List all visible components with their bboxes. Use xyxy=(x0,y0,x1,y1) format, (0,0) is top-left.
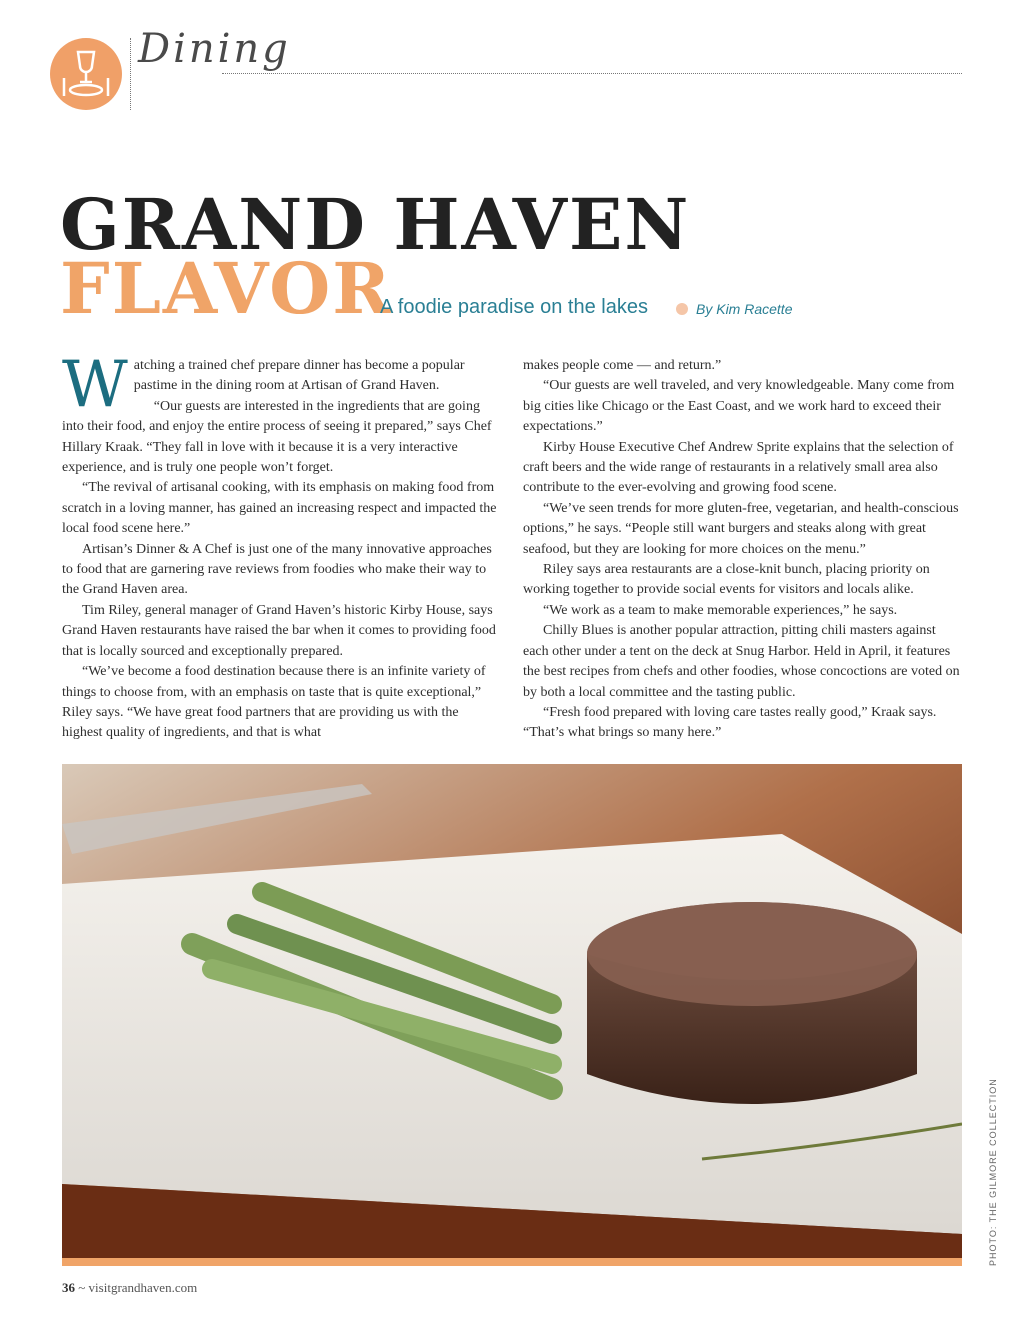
paragraph: Chilly Blues is another popular attraction, pitting chili masters against each other under a tent on the deck at Snug Harbor. Held in April, it features the best recipes from chefs and other foodies, whose concoctions are voted on by both a local committee and the tasting public. xyxy=(523,623,960,700)
wine-glass-plate-icon xyxy=(50,38,122,110)
paragraph: “The revival of artisanal cooking, with its emphasis on making food from scratch in a loving manner, has gained an increasing respect and impacted the local food scene here.” xyxy=(62,480,497,537)
paragraph: “We’ve seen trends for more gluten-free, vegetarian, and health-conscious options,” he says. “People still want burgers and steaks along with great seafood, but they are looking for more choices on the menu.” xyxy=(523,500,959,557)
footer-site: visitgrandhaven.com xyxy=(88,1280,198,1295)
photo-accent-bar xyxy=(62,1258,962,1266)
headline-line1: GRAND HAVEN xyxy=(60,183,691,266)
steak-asparagus-photo xyxy=(62,764,962,1258)
page-number: 36 xyxy=(62,1280,75,1295)
photo-credit: PHOTO: THE GILMORE COLLECTION xyxy=(988,1078,998,1266)
header-rule xyxy=(222,73,962,74)
page-footer xyxy=(62,1280,197,1296)
article-column-right xyxy=(523,356,963,744)
section-name: Dining xyxy=(138,26,291,72)
paragraph: “Fresh food prepared with loving care tastes really good,” Kraak says. “That’s what brings so many here.” xyxy=(523,704,937,741)
paragraph: Riley says area restaurants are a close-knit bunch, placing priority on working together to provide social events for visitors and locals alike. xyxy=(523,562,930,598)
paragraph: Watching a trained chef prepare dinner has become a popular pastime in the dining room at Artisan of Grand Haven. xyxy=(62,348,465,422)
header-divider xyxy=(130,38,131,110)
paragraph: makes people come — and return.” xyxy=(523,358,722,373)
paragraph: “Our guests are interested in the ingredients that are going into their food, and enjoy the entire process of seeing it prepared,” says Chef Hillary Kraak. “They fall in love with it because it is a very interactive experience, and is truly one people won’t forget. xyxy=(62,398,492,476)
paragraph: Artisan’s Dinner & A Chef is just one of the many innovative approaches to food that are garnering rave reviews from foodies who make their way to the Grand Haven area. xyxy=(62,541,492,598)
paragraph: “We work as a team to make memorable experiences,” he says. xyxy=(543,602,898,618)
byline-bullet xyxy=(676,303,688,315)
paragraph: Kirby House Executive Chef Andrew Sprite explains that the selection of craft beers and the wide range of restaurants in a relatively small area also contribute to the ever-evolving and growing food scene. xyxy=(523,439,954,496)
article-column-left xyxy=(62,348,502,744)
paragraph: “We’ve become a food destination because there is an infinite variety of things to choose from, with an emphasis on taste that is quite exceptional,” Riley says. “We have great food partners that are providing us with the highest quality of ingredients, and that is what xyxy=(62,664,486,741)
footer-separator: ~ xyxy=(78,1280,86,1295)
subtitle: A foodie paradise on the lakes xyxy=(380,296,648,318)
byline: By Kim Racette xyxy=(696,301,793,317)
headline-line2: FLAVOR xyxy=(60,247,393,330)
paragraph: Tim Riley, general manager of Grand Haven’s historic Kirby House, says Grand Haven restaurants have raised the bar when it comes to providing food that is locally sourced and exceptionally prepared. xyxy=(62,602,496,659)
paragraph: “Our guests are well traveled, and very knowledgeable. Many come from big cities like Chicago or the East Coast, and we work hard to exceed their expectations.” xyxy=(523,378,955,435)
drop-cap: W xyxy=(62,348,128,422)
dining-section-icon xyxy=(50,38,122,110)
